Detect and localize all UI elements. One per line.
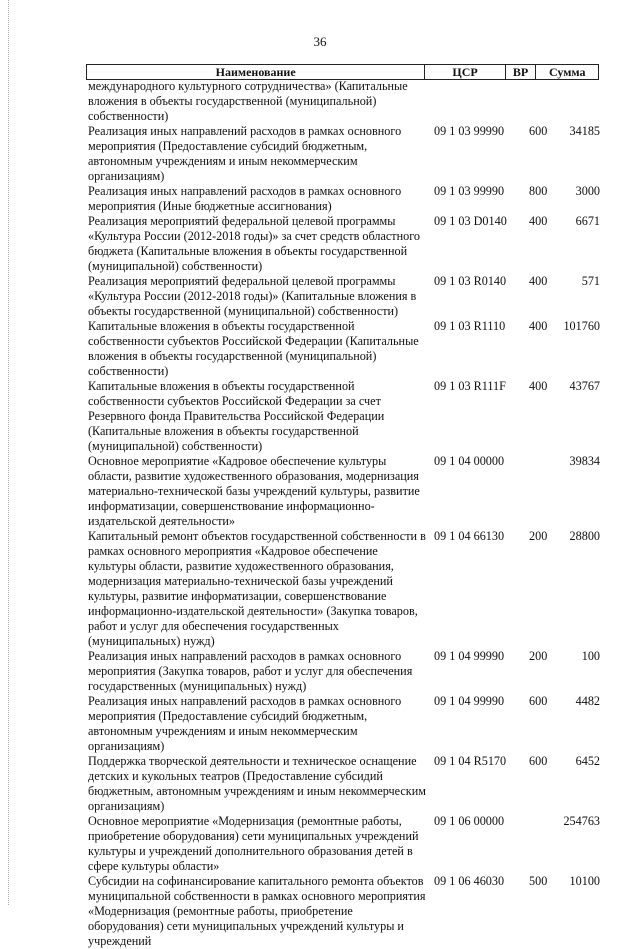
page-number: 36 [313,34,327,49]
row-vr: 400 [529,274,548,288]
row-csr: 09 1 03 R111F [434,379,506,393]
table-row [88,649,600,694]
table-row [88,79,600,124]
row-sum: 571 [581,274,600,288]
row-name: Субсидии на софинансирование капитального ремонта объектов муниципальной собственности в рамках основного мероприятия «Модернизация (ремонтные работы, приобретение оборудования) сети муниципальных учреждений культуры и учреждений [88,874,426,948]
header-vr: ВР [505,65,536,79]
scan-edge [8,0,10,905]
row-csr: 09 1 04 99990 [434,649,505,663]
row-csr: 09 1 03 R0140 [434,274,507,288]
row-csr: 09 1 03 99990 [434,184,505,198]
row-csr: 09 1 04 66130 [434,529,505,543]
table-row [88,379,600,454]
row-name: Капитальные вложения в объекты государственной собственности субъектов Российской Федерации за счет Резервного фонда Правительства Российской Федерации (Капитальные вложения в объекты государственной (муниципальной) собственности) [88,379,385,453]
row-sum: 6671 [575,214,600,228]
header-name: Наименование [86,65,424,79]
row-sum: 254763 [563,814,600,828]
row-vr: 400 [529,214,548,228]
row-csr: 09 1 04 R5170 [434,754,507,768]
row-name: Реализация иных направлений расходов в рамках основного мероприятия (Закупка товаров, работ и услуг для обеспечения государственных (муниципальных) нужд) [88,649,413,693]
row-vr: 400 [529,319,548,333]
row-sum: 100 [581,649,600,663]
row-sum: 43767 [569,379,600,393]
table-row [88,184,600,214]
row-vr: 200 [529,649,548,663]
table-row [88,694,600,754]
header-sum: Сумма [535,65,599,79]
table-row [88,454,600,529]
row-sum: 4482 [575,694,600,708]
row-vr: 600 [529,694,548,708]
row-vr: 400 [529,379,548,393]
table-row [88,319,600,379]
table-row [88,529,600,649]
row-sum: 6452 [575,754,600,768]
row-name: Реализация иных направлений расходов в рамках основного мероприятия (Предоставление субсидий бюджетным, автономным учреждениям и иным некоммерческим организациям) [88,124,402,183]
row-vr [529,814,559,874]
row-name: международного культурного сотрудничества» (Капитальные вложения в объекты государственной (муниципальной) собственности) [88,79,408,123]
table-row [88,274,600,319]
row-vr: 600 [529,754,548,768]
budget-table-body [88,79,600,949]
row-vr: 500 [529,874,548,888]
row-sum: 3000 [575,184,600,198]
row-name: Поддержка творческой деятельности и техническое оснащение детских и кукольных театров (Предоставление субсидий бюджетным, автономным учреждениям и иным некоммерческим организациям) [88,754,426,813]
table-row [88,124,600,184]
row-csr: 09 1 06 46030 [434,874,505,888]
row-sum: 39834 [569,454,600,468]
table-header [86,64,599,80]
row-csr: 09 1 06 00000 [434,814,505,828]
row-name: Капитальный ремонт объектов государственной собственности в рамках основного мероприятия «Кадровое обеспечение культуры области, развитие художественного образования, модернизация материально-технической базы учреждений культуры, развитие информатизации, совершенствование информационно-издательской деятельности» (Закупка товаров, работ и услуг для обеспечения государственных (муниципальных) нужд) [88,529,426,648]
table-row [88,874,600,949]
table-row [88,754,600,814]
row-vr [529,454,559,529]
header-csr: ЦСР [424,65,504,79]
row-vr: 600 [529,124,548,138]
row-vr [529,79,559,124]
row-name: Реализация мероприятий федеральной целевой программы «Культура России (2012-2018 годы)» за счет средств областного бюджета (Капитальные вложения в объекты государственной (муниципальной) собственности) [88,214,421,273]
row-csr [428,79,529,124]
row-name: Реализация иных направлений расходов в рамках основного мероприятия (Иные бюджетные ассигнования) [88,184,402,213]
row-name: Капитальные вложения в объекты государственной собственности субъектов Российской Федерации (Капитальные вложения в объекты государственной (муниципальной) собственности) [88,319,419,378]
row-csr: 09 1 03 R1110 [434,319,506,333]
row-name: Реализация иных направлений расходов в рамках основного мероприятия (Предоставление субсидий бюджетным, автономным учреждениям и иным некоммерческим организациям) [88,694,402,753]
table-row [88,214,600,274]
row-csr: 09 1 04 99990 [434,694,505,708]
row-vr: 200 [529,529,548,543]
table-row [88,814,600,874]
row-vr: 800 [529,184,548,198]
row-sum: 101760 [563,319,600,333]
row-name: Основное мероприятие «Модернизация (ремонтные работы, приобретение оборудования) сети муниципальных учреждений культуры и учреждений дополнительного образования детей в сфере культуры области» [88,814,419,873]
row-name: Основное мероприятие «Кадровое обеспечение культуры области, развитие художественного образования, модернизация материально-технической базы учреждений культуры, развитие информатизации, совершенствование информационно-издательской деятельности» [88,454,420,528]
row-sum: 10100 [569,874,600,888]
row-csr: 09 1 03 D0140 [434,214,507,228]
row-sum: 28800 [569,529,600,543]
row-name: Реализация мероприятий федеральной целевой программы «Культура России (2012-2018 годы)» (Капитальные вложения в объекты государственной (муниципальной) собственности) [88,274,417,318]
row-csr: 09 1 04 00000 [434,454,505,468]
row-csr: 09 1 03 99990 [434,124,505,138]
row-sum: 34185 [569,124,600,138]
row-sum [559,79,600,124]
